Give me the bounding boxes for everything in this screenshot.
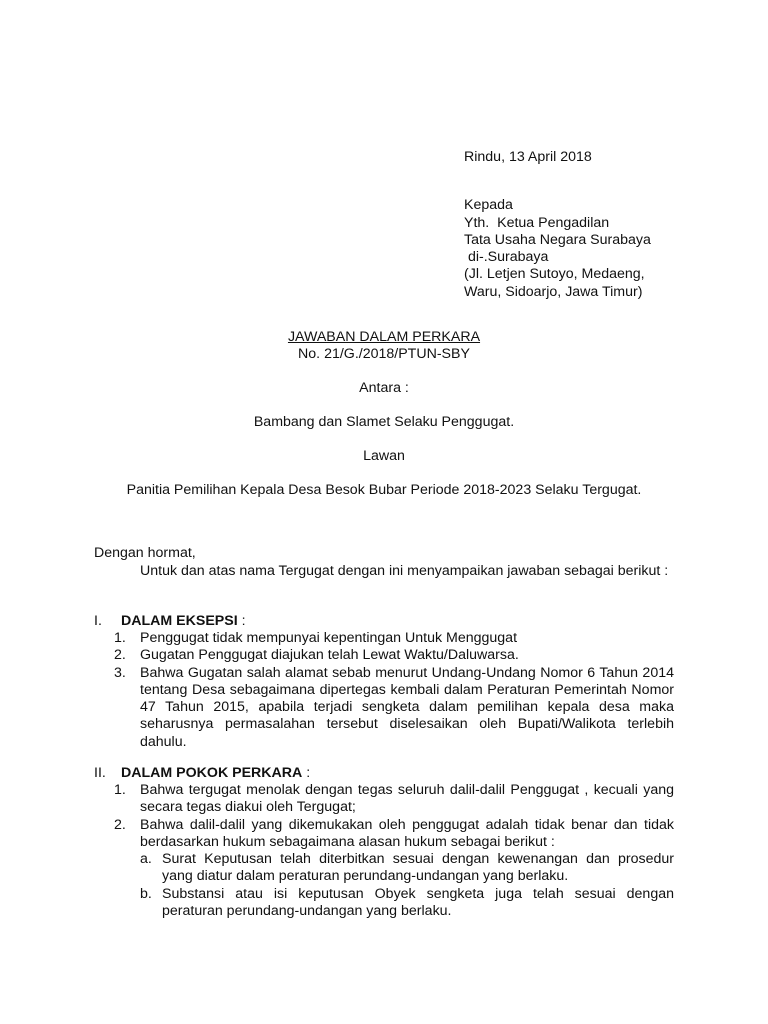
item-number: 2.	[114, 816, 126, 833]
versus-label: Lawan	[363, 448, 405, 464]
eksepsi-list	[114, 630, 674, 751]
list-item	[114, 647, 674, 664]
section-number: I.	[94, 613, 102, 629]
recipient-line: Yth. Ketua Pengadilan	[464, 214, 610, 231]
sub-item-letter: b.	[140, 885, 152, 902]
sub-list-item	[140, 851, 674, 886]
item-number: 3.	[114, 664, 126, 681]
sub-item-text: Surat Keputusan telah diterbitkan sesuai dengan kewenangan dan prosedur yang diatur dalam peraturan perundang-undangan yang berlaku.	[162, 851, 674, 885]
document-title: JAWABAN DALAM PERKARA	[287, 329, 481, 345]
sub-list-item	[140, 886, 674, 921]
item-number: 1.	[114, 782, 126, 798]
item-number: 2.	[114, 647, 126, 664]
section-heading-pokok-perkara	[94, 765, 674, 782]
recipient-line: Kepada	[464, 197, 513, 214]
recipient-line: Waru, Sidoarjo, Jawa Timur)	[464, 283, 643, 300]
address-block	[464, 149, 754, 301]
plaintiff-line: Bambang dan Slamet Selaku Penggugat.	[253, 414, 515, 430]
item-text: Penggugat tidak mempunyai kepentingan Untuk Menggugat	[140, 630, 518, 646]
section-colon: :	[302, 765, 311, 781]
item-text: Bahwa dalil-dalil yang dikemukakan oleh penggugat adalah tidak benar dan tidak berdasarkan hukum sebagaimana alasan hukum sebagai berikut :	[140, 816, 674, 850]
section-heading-eksepsi	[94, 613, 674, 630]
salutation: Dengan hormat,	[94, 545, 196, 561]
list-item	[114, 817, 674, 921]
place-date: Rindu, 13 April 2018	[464, 149, 592, 165]
list-item	[114, 630, 674, 647]
item-text: Bahwa Gugatan salah alamat sebab menurut Undang-Undang Nomor 6 Tahun 2014 tentang Desa sebagaimana dipertegas kembali dalam Peraturan Pemerintah Nomor 47 Tahun 2015, apabila terjadi sengketa dalam pemilihan kepala desa maka seharusnya permasalahan tersebut diselesaikan oleh Bupati/Walikota terlebih dahulu.	[140, 664, 674, 750]
pokok-perkara-list	[114, 782, 674, 920]
section-number: II.	[94, 765, 106, 781]
sub-item-text: Substansi atau isi keputusan Obyek sengketa juga telah sesuai dengan peraturan perundang-undangan yang berlaku.	[162, 885, 674, 920]
section-colon: :	[237, 613, 246, 629]
defendant-line: Panitia Pemilihan Kepala Desa Besok Bubar Periode 2018-2023 Selaku Tergugat.	[126, 482, 642, 498]
section-title: DALAM EKSEPSI	[121, 613, 238, 629]
list-item	[114, 782, 674, 817]
item-text: Bahwa tergugat menolak dengan tegas seluruh dalil-dalil Penggugat , kecuali yang secara tegas diakui oleh Tergugat;	[140, 782, 674, 816]
item-text: Gugatan Penggugat diajukan telah Lewat Waktu/Daluwarsa.	[140, 647, 519, 664]
item-number: 1.	[114, 630, 126, 646]
list-item	[114, 665, 674, 751]
spacer	[464, 166, 754, 197]
case-number: No. 21/G./2018/PTUN-SBY	[298, 346, 470, 362]
sub-item-letter: a.	[140, 851, 152, 868]
recipient-line: di-.Surabaya	[464, 249, 549, 266]
opening-paragraph: Untuk dan atas nama Tergugat dengan ini menyampaikan jawaban sebagai berikut :	[140, 563, 669, 579]
recipient-line: (Jl. Letjen Sutoyo, Medaeng,	[464, 266, 645, 283]
sub-list	[140, 851, 674, 920]
section-title: DALAM POKOK PERKARA	[121, 765, 303, 781]
between-label: Antara :	[359, 380, 409, 396]
recipient-line: Tata Usaha Negara Surabaya	[464, 231, 651, 248]
